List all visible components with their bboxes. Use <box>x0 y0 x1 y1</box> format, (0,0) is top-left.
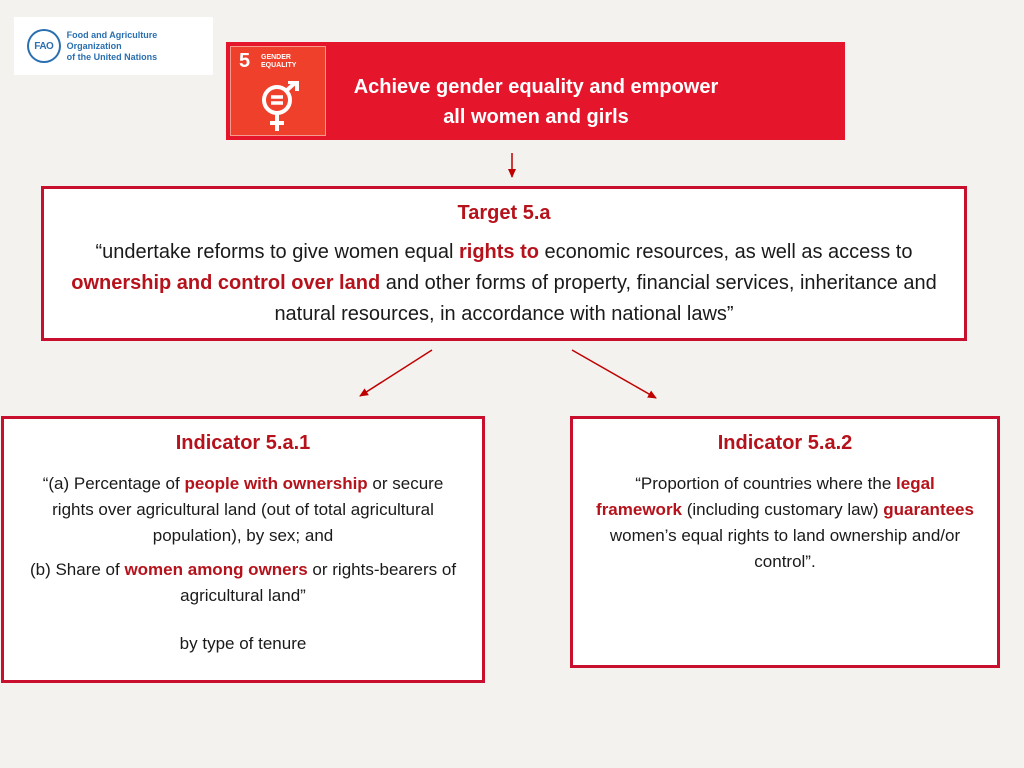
goal-title <box>326 72 746 132</box>
part-b-highlight: women among owners <box>124 560 308 579</box>
target-title: Target 5.a <box>457 202 551 224</box>
ind2-highlight-legal: legal framework <box>596 474 935 519</box>
target-text-part2: economic resources, as well as access to <box>539 241 913 263</box>
part-a-text2: or secure rights over agricultural land (out of total agricultural population), by sex; and <box>52 474 444 545</box>
arrow-target-to-indicator1 <box>360 350 432 396</box>
indicator-5a2-title: Indicator 5.a.2 <box>717 432 853 454</box>
part-a-text1: “(a) Percentage of <box>42 474 185 493</box>
indicator-5a1-part-a <box>22 471 464 549</box>
goal-title-line1: Achieve gender equality and empower <box>353 76 719 98</box>
ind2-text3: women’s equal rights to land ownership and/or control”. <box>609 526 961 571</box>
goal-short-name <box>261 54 296 70</box>
indicator-5a2-box <box>570 416 1000 668</box>
target-text <box>68 237 940 330</box>
ind2-highlight-guarantees: guarantees <box>883 500 974 519</box>
arrow-target-to-indicator2 <box>572 350 656 398</box>
goal-number: 5 <box>239 50 251 72</box>
target-highlight-ownership: ownership and control over land <box>71 272 381 294</box>
indicator-5a1-box <box>1 416 485 683</box>
org-name-line2: of the United Nations <box>66 51 158 62</box>
ind2-text1: “Proportion of countries where the <box>635 474 897 493</box>
org-name-line1: Food and Agriculture Organization <box>66 29 158 51</box>
sdg5-tile <box>230 46 326 136</box>
fao-org-name <box>67 30 213 63</box>
indicator-5a1-part-b <box>22 557 464 609</box>
ind2-text2: (including customary law) <box>682 500 884 519</box>
goal-title-line2: all women and girls <box>443 106 629 128</box>
target-text-part3: and other forms of property, financial services, inheritance and natural resources, in accordance with national laws” <box>274 272 937 325</box>
part-b-text1: (b) Share of <box>29 560 125 579</box>
fao-emblem-icon: FAO <box>27 29 61 63</box>
indicator-5a1-text <box>22 471 464 657</box>
target-box <box>41 186 967 341</box>
part-a-highlight: people with ownership <box>184 474 368 493</box>
indicator-5a2-text <box>591 471 979 575</box>
goal-short-line2: EQUALITY <box>261 62 297 69</box>
target-highlight-rights: rights to <box>459 241 539 263</box>
part-b-text2: or rights-bearers of agricultural land” <box>180 560 457 605</box>
indicator-5a1-title: Indicator 5.a.1 <box>175 432 311 454</box>
gender-equality-icon <box>260 81 300 133</box>
target-text-part1: “undertake reforms to give women equal <box>95 241 459 263</box>
fao-logo <box>14 17 213 75</box>
goal-short-line1: GENDER <box>261 54 291 61</box>
indicator-5a1-footer: by type of tenure <box>179 634 307 653</box>
goal-banner <box>226 42 845 140</box>
